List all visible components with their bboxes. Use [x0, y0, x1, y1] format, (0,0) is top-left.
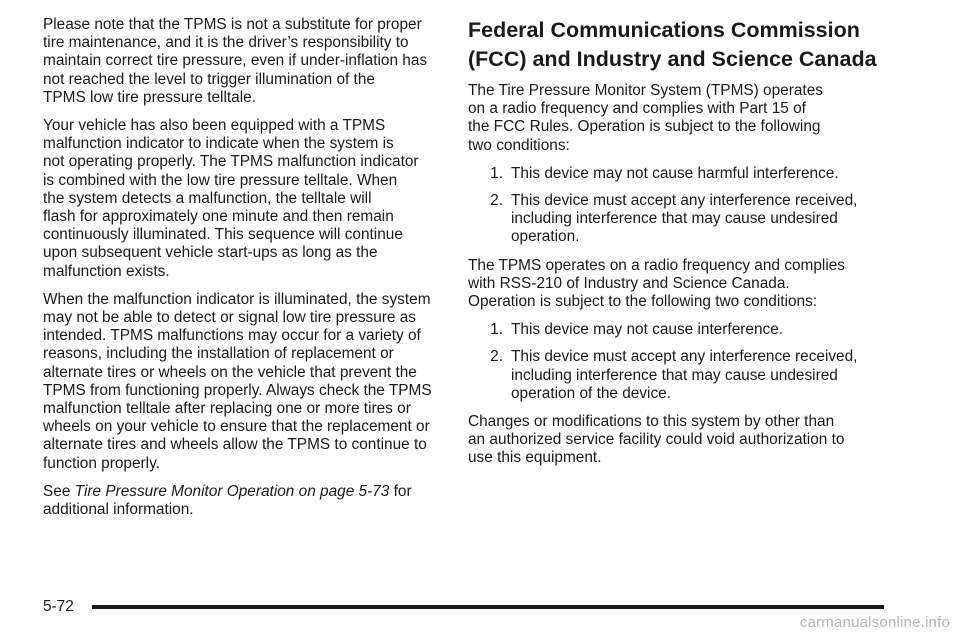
footer-rule — [92, 605, 884, 609]
paragraph-line: function properly. — [43, 454, 160, 472]
heading-line: Federal Communications Commission — [468, 18, 860, 42]
list-number: 2. — [490, 348, 503, 366]
paragraph-line: tire maintenance, and it is the driver’s responsibility to — [43, 34, 409, 52]
list-item — [468, 321, 888, 339]
list-number: 1. — [490, 164, 503, 182]
paragraph-line: Operation is subject to the following two conditions: — [468, 293, 818, 311]
tpms-substitute-paragraph — [43, 16, 453, 107]
page-footer — [43, 598, 884, 616]
paragraph-line: malfunction exists. — [43, 262, 170, 280]
paragraph-line: with RSS-210 of Industry and Science Canada. — [468, 274, 790, 292]
see-label: See — [43, 482, 71, 500]
list-item — [468, 165, 888, 183]
list-line: This device must accept any interference received, — [511, 348, 858, 366]
list-line: including interference that may cause undesired — [511, 366, 838, 384]
list-number: 2. — [490, 192, 503, 210]
paragraph-line: malfunction telltale after replacing one or more tires or — [43, 400, 411, 418]
watermark-text: carmanualsonline.info — [799, 614, 950, 631]
list-line: including interference that may cause undesired — [511, 210, 838, 228]
paragraph-line: Please note that the TPMS is not a substitute for proper — [43, 16, 422, 33]
fcc-paragraph — [468, 82, 888, 155]
paragraph-line: may not be able to detect or signal low tire pressure as — [43, 309, 416, 327]
paragraph-line: reasons, including the installation of replacement or — [43, 345, 394, 363]
paragraph-line: the system detects a malfunction, the telltale will — [43, 189, 372, 207]
see-also-paragraph — [43, 483, 453, 519]
list-item — [468, 348, 888, 403]
list-line: This device may not cause harmful interference. — [511, 164, 839, 182]
paragraph-line: two conditions: — [468, 136, 570, 154]
left-column — [43, 16, 453, 529]
cross-reference-link[interactable]: Tire Pressure Monitor Operation on page 5-73 — [74, 482, 390, 500]
fcc-conditions-list — [468, 165, 888, 247]
malfunction-indicator-paragraph — [43, 117, 453, 281]
paragraph-line: wheels on your vehicle to ensure that the replacement or — [43, 418, 430, 436]
paragraph-line — [43, 483, 453, 501]
list-number: 1. — [490, 321, 503, 339]
list-line: This device must accept any interference received, — [511, 192, 858, 210]
list-text — [511, 348, 888, 403]
paragraph-line: on a radio frequency and complies with Part 15 of — [468, 100, 806, 118]
see-after-text: for — [393, 482, 412, 500]
paragraph-line: not reached the level to trigger illumination of the — [43, 70, 375, 88]
paragraph-line: alternate tires or wheels on the vehicle that prevent the — [43, 363, 417, 381]
rss-conditions-list — [468, 321, 888, 403]
paragraph-line: TPMS low tire pressure telltale. — [43, 88, 256, 106]
rss-paragraph — [468, 257, 888, 312]
heading-line: (FCC) and Industry and Science Canada — [468, 47, 877, 71]
paragraph-line: flash for approximately one minute and then remain — [43, 208, 394, 226]
list-text — [511, 321, 888, 339]
paragraph-line: TPMS from functioning properly. Always check the TPMS — [43, 381, 432, 399]
paragraph-line: intended. TPMS malfunctions may occur for a variety of — [43, 327, 421, 345]
list-line: operation. — [511, 228, 580, 246]
paragraph-line: continuously illuminated. This sequence will continue — [43, 226, 403, 244]
modifications-paragraph — [468, 413, 888, 468]
paragraph-line: upon subsequent vehicle start-ups as long as the — [43, 244, 378, 262]
list-text — [511, 192, 888, 247]
paragraph-line: Your vehicle has also been equipped with a TPMS — [43, 117, 386, 135]
paragraph-line: an authorized service facility could void authorization to — [468, 431, 845, 449]
paragraph-line: use this equipment. — [468, 449, 602, 467]
paragraph-line: is combined with the low tire pressure telltale. When — [43, 171, 398, 189]
paragraph-line: alternate tires and wheels allow the TPMS to continue to — [43, 436, 427, 454]
paragraph-line: malfunction indicator to indicate when the system is — [43, 135, 394, 153]
paragraph-line: The TPMS operates on a radio frequency and complies — [468, 256, 845, 274]
paragraph-line: additional information. — [43, 501, 194, 519]
paragraph-line: The Tire Pressure Monitor System (TPMS) operates — [468, 82, 823, 99]
paragraph-line: When the malfunction indicator is illuminated, the system — [43, 290, 431, 308]
list-line: This device may not cause interference. — [511, 321, 784, 339]
paragraph-line: the FCC Rules. Operation is subject to the following — [468, 118, 821, 136]
right-column — [468, 16, 888, 478]
paragraph-line: Changes or modifications to this system by other than — [468, 413, 835, 431]
list-line: operation of the device. — [511, 384, 672, 402]
paragraph-line: not operating properly. The TPMS malfunction indicator — [43, 153, 419, 171]
page-number: 5-72 — [43, 598, 74, 615]
section-heading — [468, 16, 888, 74]
list-text — [511, 165, 888, 183]
list-item — [468, 192, 888, 247]
malfunction-illuminated-paragraph — [43, 291, 453, 473]
paragraph-line: maintain correct tire pressure, even if under-inflation has — [43, 52, 428, 70]
